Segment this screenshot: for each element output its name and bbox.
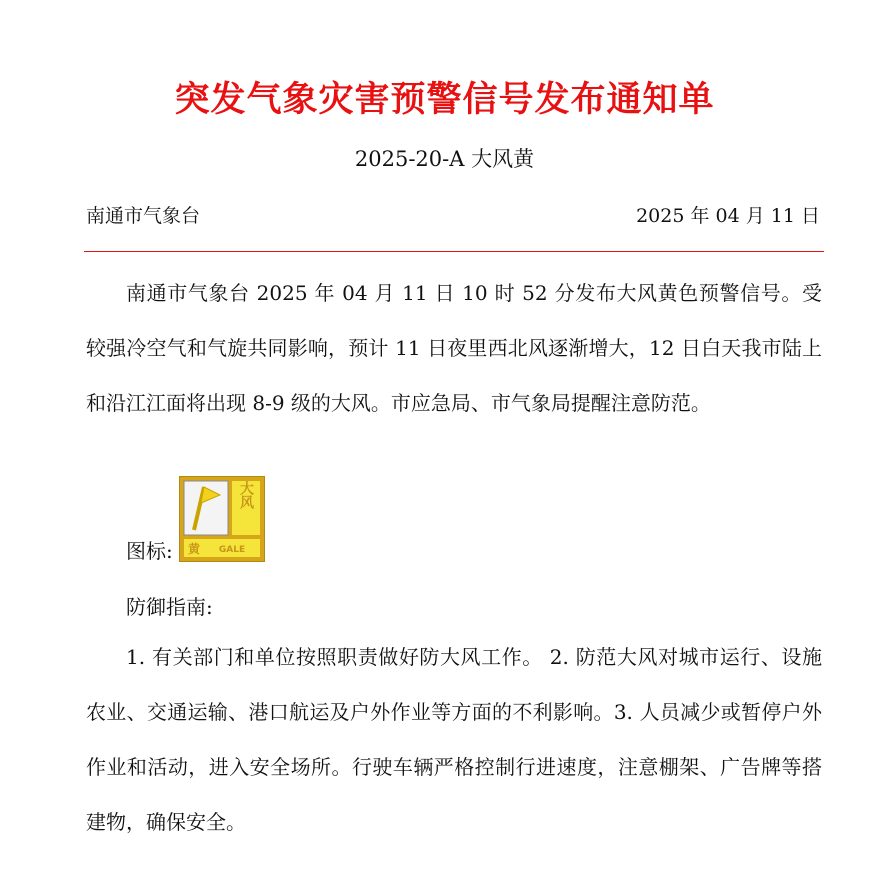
signal-english-text: GALE — [218, 545, 245, 555]
issuer-name: 南通市气象台 — [86, 205, 201, 227]
signal-type-text: 大风 — [237, 481, 254, 509]
icon-label: 图标: — [126, 539, 173, 563]
body-paragraph: 南通市气象台 2025 年 04 月 11 日 10 时 52 分发布大风黄色预警信号。受较强冷空气和气旋共同影响，预计 11 日夜里西北风逐渐增大，12 日白天我市陆上和沿江江面将出现 8-9 级的大风。市应急局、市气象局提醒注意防范。 — [86, 281, 822, 415]
document-number: 2025-20-A 大风黄 — [354, 147, 535, 171]
gale-signal-graphic — [180, 477, 264, 561]
guide-paragraph: 1. 有关部门和单位按照职责做好防大风工作。 2. 防范大风对城市运行、设施农业、交通运输、港口航运及户外作业等方面的不利影响。3. 人员减少或暂停户外作业和活动，进入安全场所。行驶车辆严格控制行进速度，注意棚架、广告牌等搭建物，确保安全。 — [86, 645, 822, 834]
signal-color-text: 黄 — [187, 542, 200, 556]
gale-yellow-signal-icon — [179, 476, 265, 562]
guide-body — [86, 630, 822, 850]
issue-date: 2025 年 04 月 11 日 — [636, 205, 820, 227]
header-meta — [86, 201, 820, 228]
guide-heading: 防御指南: — [126, 595, 213, 619]
icon-row — [126, 478, 265, 568]
notice-body — [86, 266, 822, 431]
document-title: 突发气象灾害预警信号发布通知单 — [174, 79, 715, 120]
red-divider — [84, 251, 824, 252]
